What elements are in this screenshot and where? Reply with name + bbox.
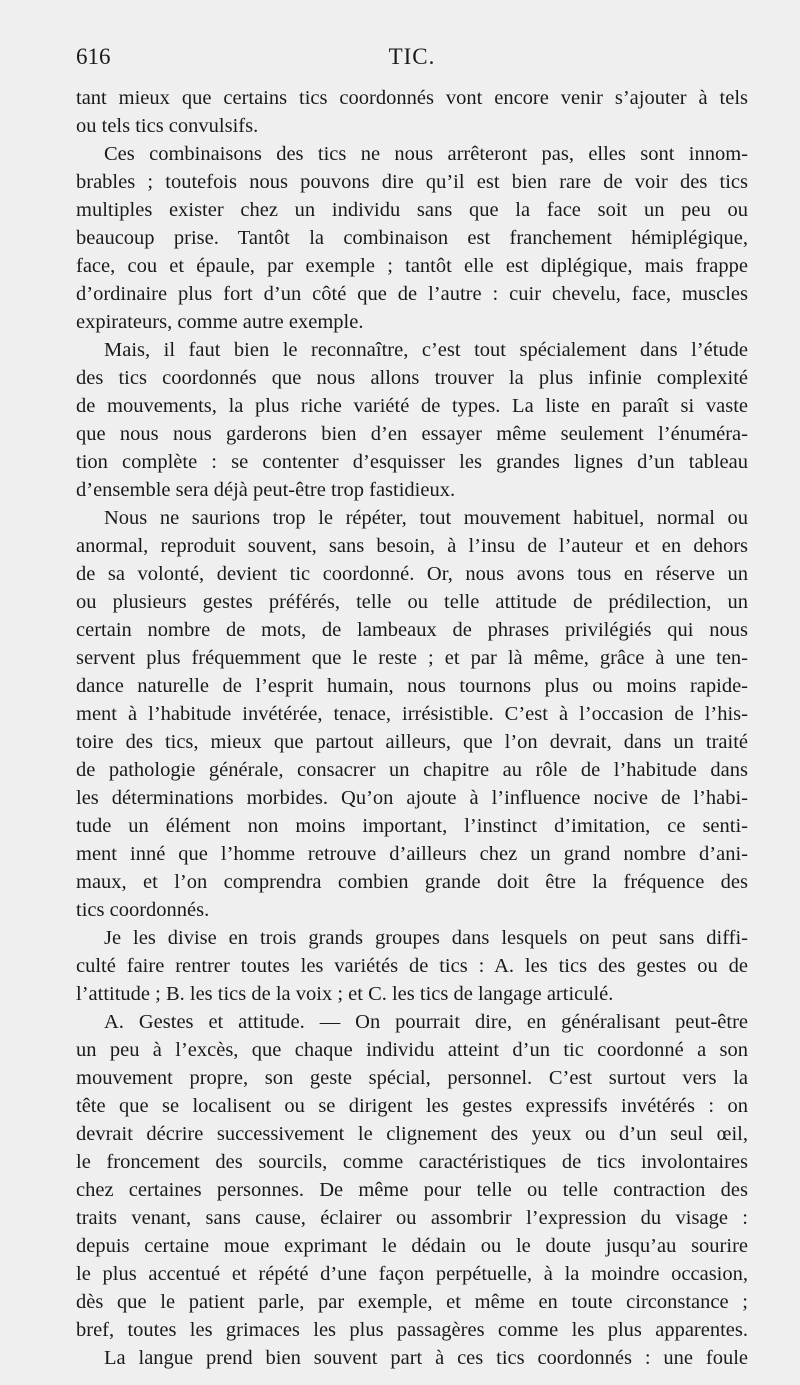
text-line: les déterminations morbides. Qu’on ajoute à l’influence nocive de l’habi- bbox=[76, 787, 748, 809]
text-line: face, cou et épaule, par exemple ; tantôt elle est diplégique, mais frappe bbox=[76, 255, 748, 277]
text-line: devrait décrire successivement le clignement des yeux ou d’un seul œil, bbox=[76, 1123, 748, 1145]
text-line: chez certaines personnes. De même pour telle ou telle contraction des bbox=[76, 1179, 748, 1201]
text-line: dès que le patient parle, par exemple, et même en toute circonstance ; bbox=[76, 1291, 748, 1313]
text-line: bref, toutes les grimaces les plus passagères comme les plus apparentes. bbox=[76, 1319, 748, 1341]
text-line: expirateurs, comme autre exemple. bbox=[76, 311, 364, 333]
text-line: tics coordonnés. bbox=[76, 899, 210, 921]
text-line: Nous ne saurions trop le répéter, tout mouvement habituel, normal ou bbox=[104, 507, 748, 529]
text-line: beaucoup prise. Tantôt la combinaison est franchement hémiplégique, bbox=[76, 227, 748, 249]
text-line: de pathologie générale, consacrer un chapitre au rôle de l’habitude dans bbox=[76, 759, 748, 781]
text-line: tude un élément non moins important, l’instinct d’imitation, ce senti- bbox=[76, 815, 748, 837]
text-line: toire des tics, mieux que partout ailleurs, que l’on devrait, dans un traité bbox=[76, 731, 748, 753]
text-line: d’ensemble sera déjà peut-être trop fastidieux. bbox=[76, 479, 456, 501]
text-line: que nous nous garderons bien d’en essayer même seulement l’énuméra- bbox=[76, 423, 748, 445]
text-line: le froncement des sourcils, comme caractéristiques de tics involontaires bbox=[76, 1151, 748, 1173]
text-line: Je les divise en trois grands groupes dans lesquels on peut sans diffi- bbox=[104, 927, 748, 949]
text-line: mouvement propre, son geste spécial, personnel. C’est surtout vers la bbox=[76, 1067, 748, 1089]
text-line: certain nombre de mots, de lambeaux de phrases privilégiés qui nous bbox=[76, 619, 748, 641]
text-line: tion complète : se contenter d’esquisser les grandes lignes d’un tableau bbox=[76, 451, 748, 473]
text-line: tête que se localisent ou se dirigent les gestes expressifs invétérés : on bbox=[76, 1095, 748, 1117]
text-line: servent plus fréquemment que le reste ; et par là même, grâce à une ten- bbox=[76, 647, 748, 669]
text-line: La langue prend bien souvent part à ces tics coordonnés : une foule bbox=[104, 1347, 748, 1369]
text-line: Mais, il faut bien le reconnaître, c’est tout spécialement dans l’étude bbox=[104, 339, 748, 361]
text-line: de mouvements, la plus riche variété de types. La liste en paraît si vaste bbox=[76, 395, 748, 417]
text-line: maux, et l’on comprendra combien grande doit être la fréquence des bbox=[76, 871, 748, 893]
text-line: ment inné que l’homme retrouve d’ailleurs chez un grand nombre d’ani- bbox=[76, 843, 748, 865]
text-line: des tics coordonnés que nous allons trouver la plus infinie complexité bbox=[76, 367, 748, 389]
text-line: dance naturelle de l’esprit humain, nous tournons plus ou moins rapide- bbox=[76, 675, 748, 697]
text-line: traits venant, sans cause, éclairer ou assombrir l’expression du visage : bbox=[76, 1207, 748, 1229]
text-line: brables ; toutefois nous pouvons dire qu’il est bien rare de voir des tics bbox=[76, 171, 748, 193]
text-line: tant mieux que certains tics coordonnés vont encore venir s’ajouter à tels bbox=[76, 87, 748, 109]
text-line: Ces combinaisons des tics ne nous arrêteront pas, elles sont innom- bbox=[104, 143, 748, 165]
text-line: un peu à l’excès, que chaque individu atteint d’un tic coordonné a son bbox=[76, 1039, 748, 1061]
page-number: 616 bbox=[76, 44, 111, 69]
text-line: ou tels tics convulsifs. bbox=[76, 115, 259, 137]
text-line: A. Gestes et attitude. — On pourrait dire, en généralisant peut-être bbox=[104, 1011, 748, 1033]
text-line: depuis certaine moue exprimant le dédain ou le doute jusqu’au sourire bbox=[76, 1235, 748, 1257]
text-line: ment à l’habitude invétérée, tenace, irrésistible. C’est à l’occasion de l’his- bbox=[76, 703, 748, 725]
text-line: culté faire rentrer toutes les variétés de tics : A. les tics des gestes ou de bbox=[76, 955, 748, 977]
text-line: l’attitude ; B. les tics de la voix ; et C. les tics de langage articulé. bbox=[76, 983, 614, 1005]
text-line: d’ordinaire plus fort d’un côté que de l’autre : cuir chevelu, face, muscles bbox=[76, 283, 748, 305]
running-head bbox=[76, 44, 748, 78]
text-line: multiples exister chez un individu sans que la face soit un peu ou bbox=[76, 199, 748, 221]
text-line: ou plusieurs gestes préférés, telle ou telle attitude de prédilection, un bbox=[76, 591, 748, 613]
running-title: TIC. bbox=[388, 44, 436, 69]
body-text bbox=[76, 84, 748, 1372]
text-line: anormal, reproduit souvent, sans besoin, à l’insu de l’auteur et en dehors bbox=[76, 535, 748, 557]
text-line: de sa volonté, devient tic coordonné. Or, nous avons tous en réserve un bbox=[76, 563, 748, 585]
text-line: le plus accentué et répété d’une façon perpétuelle, à la moindre occasion, bbox=[76, 1263, 748, 1285]
